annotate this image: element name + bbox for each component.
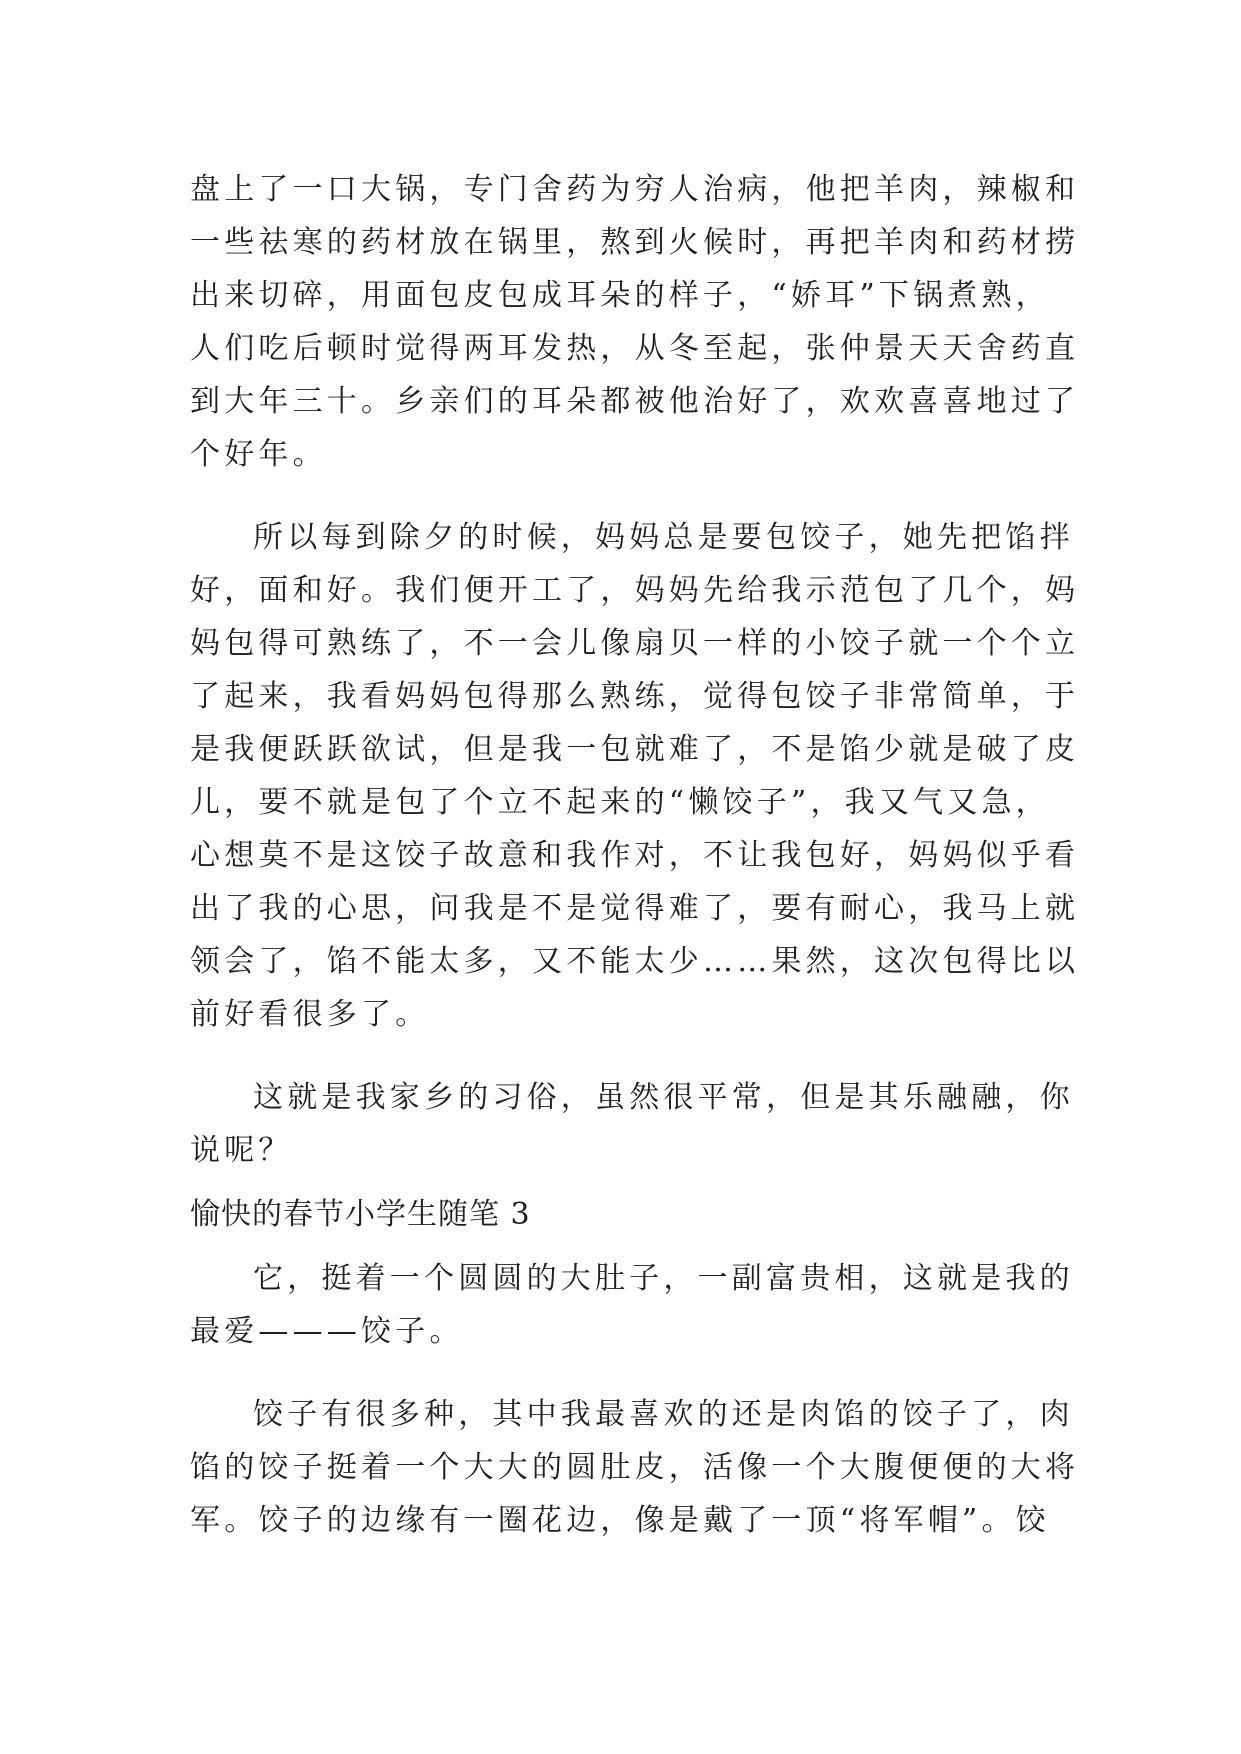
text-line: 个好年。 [190, 437, 327, 472]
text-line: 盘上了一口大锅，专门舍药为穷人治病，他把羊肉，辣椒和 [190, 172, 1080, 207]
text-line: 儿，要不就是包了个立不起来的“懒饺子”，我又气又急， [190, 785, 1050, 820]
text-line: 出来切碎，用面包皮包成耳朵的样子，“娇耳”下锅煮熟， [190, 278, 1050, 313]
text-line: 心想莫不是这饺子故意和我作对，不让我包好，妈妈似乎看 [190, 838, 1080, 873]
text-line: 是我便跃跃欲试，但是我一包就难了，不是馅少就是破了皮 [190, 732, 1080, 767]
paragraph-first-line: 这就是我家乡的习俗，虽然很平常，但是其乐融融，你 [253, 1080, 1074, 1115]
text-line: 好，面和好。我们便开工了，妈妈先给我示范包了几个，妈 [190, 573, 1080, 608]
text-line: 了起来，我看妈妈包得那么熟练，觉得包饺子非常简单，于 [190, 679, 1080, 714]
text-line: 最爱———饺子。 [190, 1314, 464, 1349]
text-line: 馅的饺子挺着一个大大的圆肚皮，活像一个大腹便便的大将 [190, 1450, 1080, 1485]
paragraph-first-line: 它，挺着一个圆圆的大肚子，一副富贵相，这就是我的 [253, 1261, 1074, 1296]
text-line: 一些祛寒的药材放在锅里，熬到火候时，再把羊肉和药材捞 [190, 225, 1080, 260]
section-heading: 愉快的春节小学生随笔 3 [190, 1197, 531, 1232]
text-line: 妈包得可熟练了，不一会儿像扇贝一样的小饺子就一个个立 [190, 626, 1080, 661]
paragraph-first-line: 所以每到除夕的时候，妈妈总是要包饺子，她先把馅拌 [253, 520, 1074, 555]
text-line: 军。饺子的边缘有一圈花边，像是戴了一顶“将军帽”。饺 [190, 1503, 1050, 1538]
text-line: 说呢？ [190, 1133, 293, 1168]
text-line: 到大年三十。乡亲们的耳朵都被他治好了，欢欢喜喜地过了 [190, 384, 1080, 419]
text-line: 前好看很多了。 [190, 997, 430, 1032]
paragraph-first-line: 饺子有很多种，其中我最喜欢的还是肉馅的饺子了，肉 [253, 1397, 1074, 1432]
text-line: 人们吃后顿时觉得两耳发热，从冬至起，张仲景天天舍药直 [190, 331, 1080, 366]
text-line: 领会了，馅不能太多，又不能太少……果然，这次包得比以 [190, 944, 1080, 979]
text-line: 出了我的心思，问我是不是觉得难了，要有耐心，我马上就 [190, 891, 1080, 926]
